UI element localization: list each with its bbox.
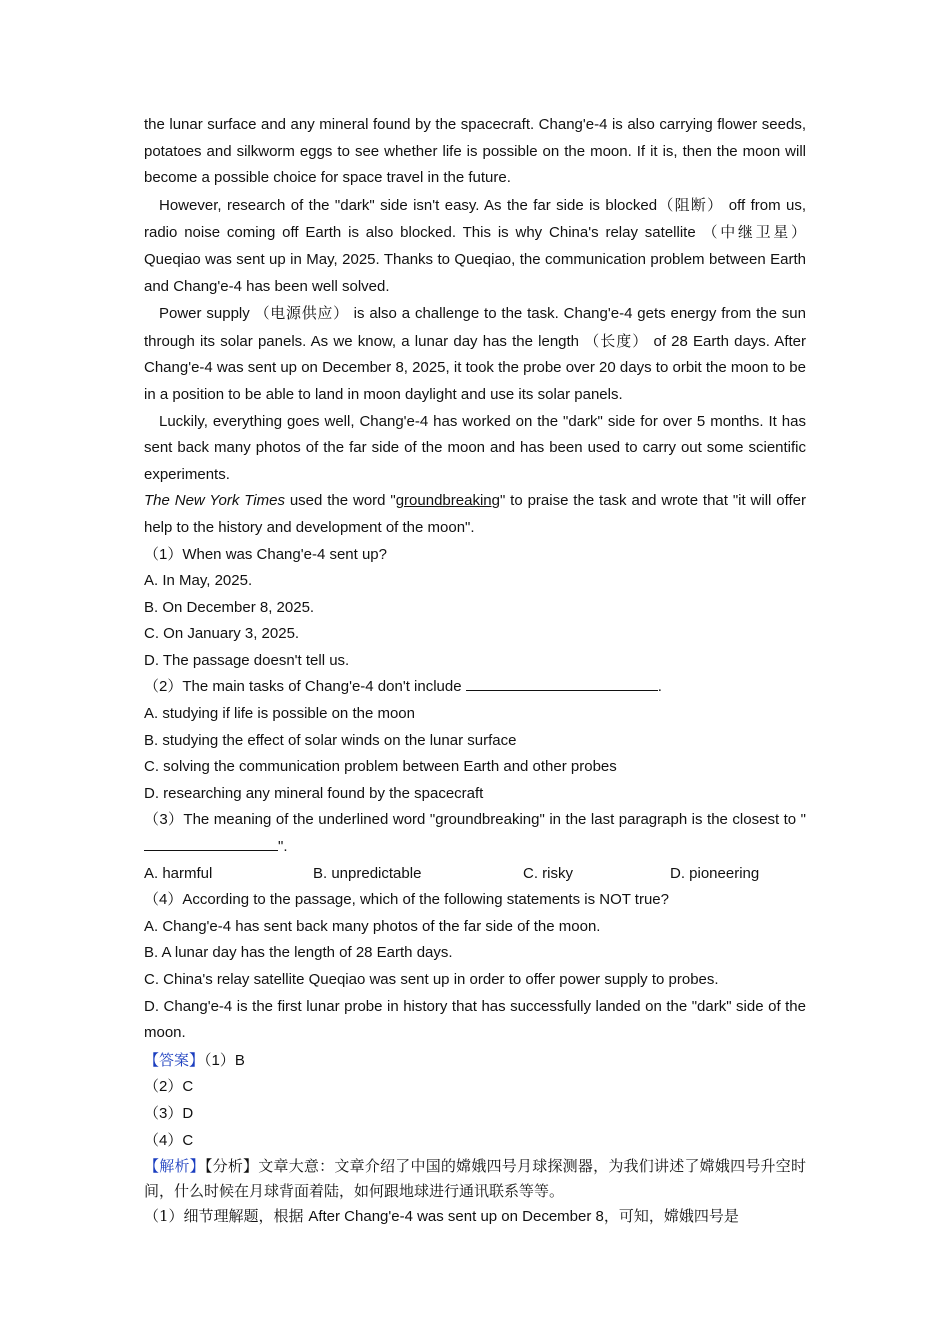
answer-blank [144, 836, 278, 851]
question-1-option-a: A. In May, 2025. [144, 572, 253, 590]
answer-4: （4）C [144, 1131, 194, 1149]
answer-line: 【答案】（1）B [144, 1050, 245, 1069]
question-3-options [144, 861, 806, 888]
underlined-word: groundbreaking [395, 492, 500, 510]
question-1-option-c: C. On January 3, 2025. [144, 625, 300, 643]
question-4-option-d: D. Chang'e-4 is the first lunar probe in history that has successfully landed on the "dark" side of the moon. [144, 997, 806, 1042]
analysis-question-1: （1）细节理解题，根据 After Chang'e-4 was sent up on December 8，可知，嫦娥四号是 [144, 1207, 739, 1226]
question-3-stem: （3）The meaning of the underlined word "groundbreaking" in the last paragraph is the closest to "". [144, 811, 806, 856]
answer-tag: 【答案】 [144, 1050, 205, 1069]
analysis-summary: 【解析】【分析】文章大意：文章介绍了中国的嫦娥四号月球探测器，为我们讲述了嫦娥四号升空时间，什么时候在月球背面着陆，如何跟地球进行通讯联系等等。 [144, 1157, 806, 1201]
question-3-option-b: B. unpredictable [313, 864, 422, 882]
question-1-option-d: D. The passage doesn't tell us. [144, 651, 350, 669]
question-4-stem: （4）According to the passage, which of the following statements is NOT true? [144, 891, 669, 909]
question-2-option-d: D. researching any mineral found by the spacecraft [144, 784, 484, 802]
question-2-stem: （2）The main tasks of Chang'e-4 don't include . [144, 678, 662, 696]
passage-paragraph-1: the lunar surface and any mineral found by the spacecraft. Chang'e-4 is also carrying flower seeds, potatoes and silkworm eggs to see whether life is possible on the moon. If it is, then the moon will become a possible choice for space travel in the future. [144, 116, 806, 187]
question-4-option-a: A. Chang'e-4 has sent back many photos of the far side of the moon. [144, 917, 601, 935]
answer-blank [466, 676, 658, 691]
document-page [144, 112, 806, 1229]
question-3-option-d: D. pioneering [670, 864, 760, 882]
answer-2: （2）C [144, 1078, 194, 1096]
passage-paragraph-4: Luckily, everything goes well, Chang'e-4 has worked on the "dark" side for over 5 months. It has sent back many photos of the far side of the moon and has been used to carry out some scientific experiments. [144, 412, 806, 483]
question-2-option-c: C. solving the communication problem between Earth and other probes [144, 758, 617, 776]
question-2-option-a: A. studying if life is possible on the moon [144, 705, 415, 723]
passage-paragraph-3: Power supply （电源供应） is also a challenge to the task. Chang'e-4 gets energy from the sun through its solar panels. As we know, a lunar day has the length （长度） of 28 Earth days. After Chang'e-4 was sent up on December 8, 2025, it took the probe over 20 days to orbit the moon to be in a position to be able to land in moon daylight and use its solar panels. [144, 304, 806, 403]
passage-paragraph-2: However, research of the "dark" side isn't easy. As the far side is blocked（阻断） off from us, radio noise coming off Earth is also blocked. This is why China's relay satellite （中继卫星） Queqiao was sent up in May, 2025. Thanks to Queqiao, the communication problem between Earth and Chang'e-4 has been well solved. [144, 195, 806, 295]
question-1-option-b: B. On December 8, 2025. [144, 598, 315, 616]
analysis-tag: 【解析】 [144, 1157, 205, 1176]
question-3-option-a: A. harmful [144, 864, 213, 882]
question-4-option-b: B. A lunar day has the length of 28 Earth days. [144, 944, 453, 962]
question-4-option-c: C. China's relay satellite Queqiao was sent up in order to offer power supply to probes. [144, 971, 719, 988]
question-3-option-c: C. risky [523, 864, 573, 882]
passage-paragraph-5: The New York Times used the word "groundbreaking" to praise the task and wrote that "it will offer help to the history and development of the moon". [144, 492, 806, 536]
question-2-option-b: B. studying the effect of solar winds on the lunar surface [144, 731, 517, 749]
answer-3: （3）D [144, 1104, 194, 1122]
question-1-stem: （1）When was Chang'e-4 sent up? [144, 545, 387, 563]
